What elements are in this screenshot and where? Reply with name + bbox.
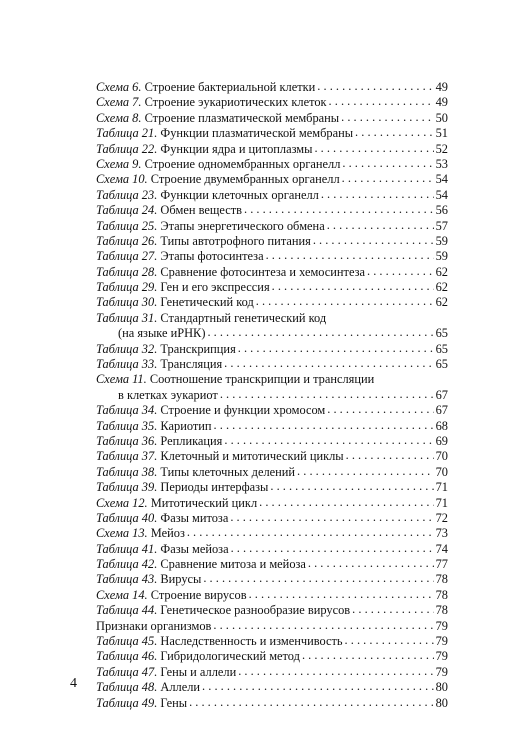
toc-entry-label <box>96 311 326 326</box>
toc-entry-kind: Таблица 43. <box>96 572 158 587</box>
toc-entry <box>96 372 448 387</box>
toc-entry-title: Генетический код <box>160 295 254 310</box>
leader-dots <box>272 279 434 294</box>
toc-entry-label <box>96 634 343 649</box>
toc-entry-label <box>96 403 325 418</box>
toc-entry <box>96 573 448 588</box>
toc-entry-title: Строение эукариотических клеток <box>144 95 327 110</box>
toc-entry-kind: Схема 8. <box>96 110 142 125</box>
toc-entry-kind: Схема 7. <box>96 95 142 110</box>
leader-dots <box>327 218 434 233</box>
leader-dots <box>367 264 434 279</box>
toc-entry-page: 79 <box>435 618 448 633</box>
toc-entry-page: 78 <box>435 572 448 587</box>
toc-entry-label <box>96 526 185 541</box>
toc-entry-title: Клеточный и митотический циклы <box>160 449 344 464</box>
toc-entry <box>96 357 448 372</box>
toc-entry-page: 71 <box>435 495 448 510</box>
toc-entry-title: Строение плазматической мембраны <box>144 110 340 125</box>
toc-entry <box>96 588 448 603</box>
leader-dots <box>231 541 434 556</box>
toc-entry-label <box>96 480 268 495</box>
toc-entry-page: 50 <box>435 110 448 125</box>
toc-entry-page: 65 <box>435 326 448 341</box>
toc-entry-label <box>96 619 211 634</box>
toc-entry-kind: Схема 9. <box>96 156 142 171</box>
toc-entry <box>96 665 448 680</box>
toc-entry-title: Периоды интерфазы <box>160 480 269 495</box>
toc-entry-kind: Таблица 46. <box>96 649 158 664</box>
toc-entry <box>96 680 448 695</box>
toc-entry-label <box>96 219 325 234</box>
toc-entry-label <box>96 80 315 95</box>
toc-entry-page: 62 <box>435 295 448 310</box>
leader-dots <box>224 356 433 371</box>
leader-dots <box>202 679 434 694</box>
leader-dots <box>238 664 433 679</box>
toc-entry-kind: Таблица 32. <box>96 341 158 356</box>
toc-entry-kind: Таблица 28. <box>96 264 158 279</box>
toc-entry-page: 49 <box>435 79 448 94</box>
leader-dots <box>297 464 434 479</box>
toc-entry-title: Сравнение митоза и мейоза <box>160 557 306 572</box>
leader-dots <box>256 294 434 309</box>
toc-entry-label <box>96 496 257 511</box>
toc-entry-title: Кариотип <box>160 418 212 433</box>
toc-entry-title: Сравнение фотосинтеза и хемосинтеза <box>160 264 366 279</box>
toc-entry-kind: Таблица 42. <box>96 557 158 572</box>
toc-entry-continuation <box>96 388 448 403</box>
toc-entry <box>96 172 448 187</box>
leader-dots <box>342 156 433 171</box>
leader-dots <box>314 141 433 156</box>
toc-entry-kind: Таблица 34. <box>96 403 158 418</box>
toc-entry-title: Генетическое разнообразие вирусов <box>160 603 351 618</box>
leader-dots <box>249 587 434 602</box>
leader-dots <box>270 479 433 494</box>
toc-entry-kind: Схема 11. <box>96 372 147 387</box>
toc-entry-label <box>96 203 242 218</box>
leader-dots <box>230 510 433 525</box>
toc-entry-kind: Схема 10. <box>96 172 148 187</box>
leader-dots <box>317 79 433 94</box>
toc-entry-label <box>96 357 222 372</box>
toc-entry-page: 67 <box>435 403 448 418</box>
toc-entry <box>96 95 448 110</box>
toc-entry-kind: Таблица 48. <box>96 680 158 695</box>
leader-dots <box>203 571 433 586</box>
toc-entry <box>96 465 448 480</box>
leader-dots <box>220 387 434 402</box>
toc-entry-page: 78 <box>435 587 448 602</box>
toc-entry-title: Гибридологический метод <box>160 649 300 664</box>
toc-entry-title: Фазы мейоза <box>160 541 229 556</box>
toc-entry-title: Фазы митоза <box>160 510 229 525</box>
toc-entry-title: Гены <box>160 695 188 710</box>
leader-dots <box>342 171 434 186</box>
toc-entry-continuation <box>96 326 448 341</box>
toc-entry-kind: Схема 12. <box>96 495 148 510</box>
toc-entry-kind: Схема 6. <box>96 79 142 94</box>
toc-entry-page: 52 <box>435 141 448 156</box>
toc-entry-kind: Таблица 38. <box>96 464 158 479</box>
toc-entry-label <box>96 511 228 526</box>
toc-entry-page: 65 <box>435 341 448 356</box>
toc-entry <box>96 557 448 572</box>
toc-entry-page: 79 <box>435 634 448 649</box>
toc-entry-page: 73 <box>435 526 448 541</box>
toc-entry-kind: Таблица 33. <box>96 357 158 372</box>
leader-dots <box>346 448 434 463</box>
toc-entry-kind: Таблица 36. <box>96 433 158 448</box>
leader-dots <box>341 110 433 125</box>
toc-entry-title: Репликация <box>160 433 223 448</box>
toc-entry-label <box>96 265 365 280</box>
leader-dots <box>207 325 433 340</box>
toc-entry-page: 68 <box>435 418 448 433</box>
toc-entry <box>96 542 448 557</box>
toc-entry <box>96 342 448 357</box>
toc-entry <box>96 203 448 218</box>
toc-entry <box>96 265 448 280</box>
toc-entry <box>96 280 448 295</box>
toc-entry-page: 74 <box>435 541 448 556</box>
toc-entry-kind: Таблица 29. <box>96 280 158 295</box>
toc-entry-title: Наследственность и изменчивость <box>160 634 343 649</box>
toc-entry-title: Соотношение транскрипции и трансляции <box>149 372 375 387</box>
leader-dots <box>329 94 434 109</box>
page-number: 4 <box>70 676 77 691</box>
leader-dots <box>321 187 434 202</box>
toc-entry-page: 53 <box>435 156 448 171</box>
toc-entry-title: Типы клеточных делений <box>160 464 296 479</box>
toc-entry-kind: Таблица 31. <box>96 310 158 325</box>
toc-entry-kind: Схема 13. <box>96 526 148 541</box>
toc-entry-label <box>96 280 270 295</box>
toc-entry-label <box>96 95 327 110</box>
toc-entry-page: 70 <box>435 464 448 479</box>
toc-entry-page: 54 <box>435 187 448 202</box>
toc-entry-page: 80 <box>435 680 448 695</box>
toc-entry-page: 67 <box>435 387 448 402</box>
toc-entry-page: 77 <box>435 557 448 572</box>
toc-entry-page: 70 <box>435 449 448 464</box>
leader-dots <box>214 418 434 433</box>
toc-entry-label <box>96 342 236 357</box>
leader-dots <box>213 618 433 633</box>
toc-entry-page: 69 <box>435 433 448 448</box>
toc-entry <box>96 219 448 234</box>
toc-entry-page: 62 <box>435 280 448 295</box>
toc-entry-title: Строение и функции хромосом <box>160 403 326 418</box>
toc-entry-cont-text: (на языке иРНК) <box>118 326 206 341</box>
toc-entry <box>96 142 448 157</box>
toc-entry-page: 65 <box>435 357 448 372</box>
toc-entry <box>96 80 448 95</box>
toc-entry-label <box>96 588 247 603</box>
toc-entry-label <box>96 696 187 711</box>
toc-entry <box>96 434 448 449</box>
toc-entry-label <box>96 449 344 464</box>
toc-entry-kind: Таблица 44. <box>96 603 158 618</box>
toc-entry-label <box>96 419 212 434</box>
toc-entry-kind: Таблица 47. <box>96 664 158 679</box>
toc-entry-label <box>96 172 340 187</box>
leader-dots <box>355 125 434 140</box>
toc-entry-kind: Таблица 37. <box>96 449 158 464</box>
toc-entry <box>96 295 448 310</box>
toc-entry-page: 59 <box>435 233 448 248</box>
toc-entry-kind: Таблица 30. <box>96 295 158 310</box>
toc-entry-page: 79 <box>435 649 448 664</box>
toc-entry-label <box>96 465 295 480</box>
toc-entry-label <box>96 295 254 310</box>
toc-entry-title: Строение двумембранных органелл <box>150 172 340 187</box>
toc-entry-page: 54 <box>435 172 448 187</box>
toc-entry-kind: Таблица 45. <box>96 634 158 649</box>
toc-entry-label <box>96 234 311 249</box>
toc-entry-title: Аллели <box>160 680 201 695</box>
toc-entry-kind: Таблица 25. <box>96 218 158 233</box>
toc-entry-page: 78 <box>435 603 448 618</box>
toc-entry-kind: Таблица 24. <box>96 203 158 218</box>
toc-entry-label <box>96 542 229 557</box>
toc-entry-kind: Таблица 26. <box>96 233 158 248</box>
toc-entry-title: Типы автотрофного питания <box>160 233 311 248</box>
toc-entry-label <box>96 188 319 203</box>
toc-entry-page: 72 <box>435 510 448 525</box>
leader-dots <box>352 602 433 617</box>
toc-entry <box>96 480 448 495</box>
toc-entry-label <box>96 680 200 695</box>
toc-entry-label <box>96 665 236 680</box>
leader-dots <box>187 525 434 540</box>
toc-entry-title: Строение одномембранных органелл <box>144 156 341 171</box>
toc-entry <box>96 526 448 541</box>
toc-entry-page: 71 <box>435 480 448 495</box>
toc-entry-page: 59 <box>435 249 448 264</box>
leader-dots <box>238 341 434 356</box>
toc-entry-label <box>96 157 340 172</box>
toc-entry <box>96 188 448 203</box>
toc-entry <box>96 696 448 711</box>
leader-dots <box>308 556 434 571</box>
toc-entry-cont-text: в клетках эукариот <box>118 387 218 402</box>
toc-entry-label <box>96 111 339 126</box>
toc-entry-title: Вирусы <box>160 572 202 587</box>
toc-entry-kind: Таблица 23. <box>96 187 158 202</box>
toc-entry <box>96 157 448 172</box>
toc-entry-title: Функции плазматической мембраны <box>160 126 354 141</box>
toc-entry-kind: Схема 14. <box>96 587 148 602</box>
toc-entry-kind: Таблица 39. <box>96 480 158 495</box>
leader-dots <box>224 433 433 448</box>
toc-entry <box>96 311 448 326</box>
toc-entry <box>96 403 448 418</box>
toc-entry <box>96 511 448 526</box>
leader-dots <box>302 648 434 663</box>
table-of-contents <box>96 80 448 711</box>
toc-entry-title: Ген и его экспрессия <box>160 280 270 295</box>
toc-entry-page: 80 <box>435 695 448 710</box>
toc-entry <box>96 126 448 141</box>
toc-entry-title: Транскрипция <box>160 341 236 356</box>
toc-entry-title: Функции ядра и цитоплазмы <box>160 141 313 156</box>
toc-entry-title: Обмен веществ <box>160 203 242 218</box>
leader-dots <box>189 695 434 710</box>
toc-entry-title: Митотический цикл <box>150 495 258 510</box>
leader-dots <box>244 202 434 217</box>
toc-entry-label <box>96 142 312 157</box>
toc-entry-title: Мейоз <box>150 526 185 541</box>
toc-entry-title: Признаки организмов <box>96 618 212 633</box>
toc-entry-label <box>96 572 201 587</box>
toc-entry-kind: Таблица 40. <box>96 510 158 525</box>
toc-entry <box>96 634 448 649</box>
toc-entry-kind: Таблица 35. <box>96 418 158 433</box>
toc-entry <box>96 619 448 634</box>
toc-entry-title: Функции клеточных органелл <box>160 187 319 202</box>
leader-dots <box>313 233 434 248</box>
toc-entry-page: 79 <box>435 664 448 679</box>
toc-entry <box>96 234 448 249</box>
leader-dots <box>345 633 434 648</box>
toc-entry-title: Гены и аллели <box>160 664 237 679</box>
toc-entry <box>96 419 448 434</box>
toc-entry-kind: Таблица 41. <box>96 541 158 556</box>
toc-entry-kind: Таблица 21. <box>96 126 158 141</box>
toc-entry <box>96 111 448 126</box>
toc-entry-title: Этапы фотосинтеза <box>160 249 264 264</box>
toc-entry-label <box>96 434 222 449</box>
leader-dots <box>259 495 433 510</box>
toc-entry-title: Строение вирусов <box>150 587 247 602</box>
toc-entry-kind: Таблица 22. <box>96 141 158 156</box>
toc-entry <box>96 249 448 264</box>
toc-entry-label <box>96 249 264 264</box>
toc-entry-title: Этапы энергетического обмена <box>160 218 325 233</box>
toc-entry <box>96 649 448 664</box>
toc-entry-label <box>96 126 353 141</box>
toc-entry-label <box>96 557 306 572</box>
toc-entry-page: 57 <box>435 218 448 233</box>
leader-dots <box>327 402 433 417</box>
toc-entry <box>96 496 448 511</box>
toc-entry-page: 51 <box>435 126 448 141</box>
toc-entry <box>96 449 448 464</box>
toc-entry-title: Строение бактериальной клетки <box>144 79 316 94</box>
toc-entry <box>96 603 448 618</box>
toc-entry-label <box>96 372 374 387</box>
toc-entry-page: 62 <box>435 264 448 279</box>
toc-entry-page: 49 <box>435 95 448 110</box>
toc-entry-title: Трансляция <box>160 357 223 372</box>
toc-entry-label <box>96 649 300 664</box>
toc-entry-label <box>96 603 350 618</box>
toc-entry-title: Стандартный генетический код <box>160 310 327 325</box>
leader-dots <box>266 248 434 263</box>
toc-entry-page: 56 <box>435 203 448 218</box>
toc-entry-kind: Таблица 27. <box>96 249 158 264</box>
toc-entry-kind: Таблица 49. <box>96 695 158 710</box>
